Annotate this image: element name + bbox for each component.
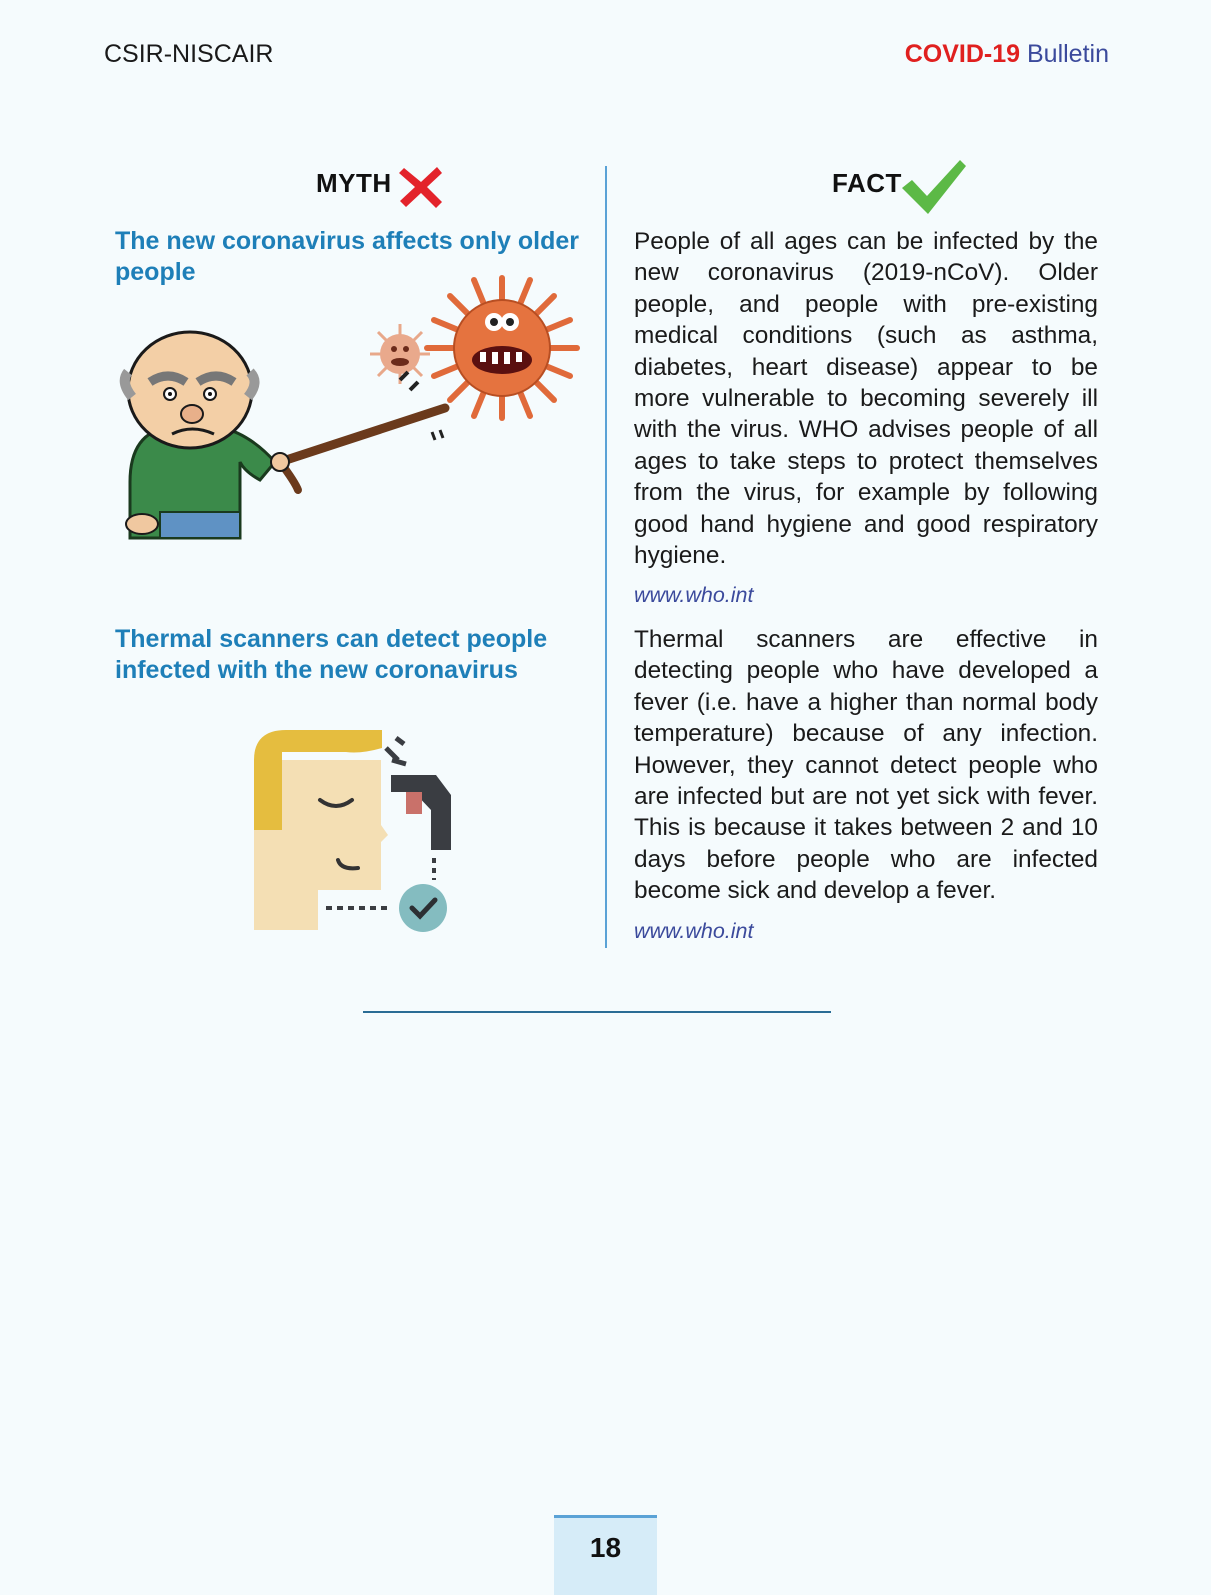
source-link-1[interactable]: www.who.int <box>634 583 754 607</box>
header-bulletin <box>905 40 1109 69</box>
myth-statement-1: The new coronavirus affects only older people <box>115 227 580 286</box>
bottom-divider <box>363 1011 831 1013</box>
fact-heading: FACT <box>832 168 902 198</box>
myth-statement-2: Thermal scanners can detect people infected with the new coronavirus <box>115 625 548 684</box>
bulletin-label: Bulletin <box>1027 40 1109 68</box>
bulletin-highlight: COVID-19 <box>904 40 1021 68</box>
old-man-with-virus-illustration <box>110 262 600 557</box>
page-number-box <box>554 1515 657 1595</box>
page-number: 18 <box>589 1532 622 1563</box>
myth-heading: MYTH <box>316 168 392 198</box>
column-divider <box>605 166 607 948</box>
cross-icon <box>398 164 444 215</box>
thermal-scanner-illustration <box>246 730 456 940</box>
source-link-2[interactable]: www.who.int <box>634 919 754 943</box>
header-org: CSIR-NISCAIR <box>104 40 274 68</box>
checkmark-icon <box>900 158 968 221</box>
fact-statement-2: Thermal scanners are effective in detecting people who have developed a fever (i.e. have a higher than normal body temperature) because of any infection. However, they cannot detect people who are infected but are not yet sick with fever. This is because it takes between 2 and 10 days before people who are infected become sick and develop a fever. <box>634 626 1098 905</box>
fact-statement-1: People of all ages can be infected by the new coronavirus (2019-nCoV). Older people, and people with pre-existing medical conditions (such as asthma, diabetes, heart disease) appear to be more vulnerable to becoming severely ill with the virus. WHO advises people of all ages to take steps to protect themselves from the virus, for example by following good hand hygiene and good respiratory hygiene. <box>634 228 1098 570</box>
